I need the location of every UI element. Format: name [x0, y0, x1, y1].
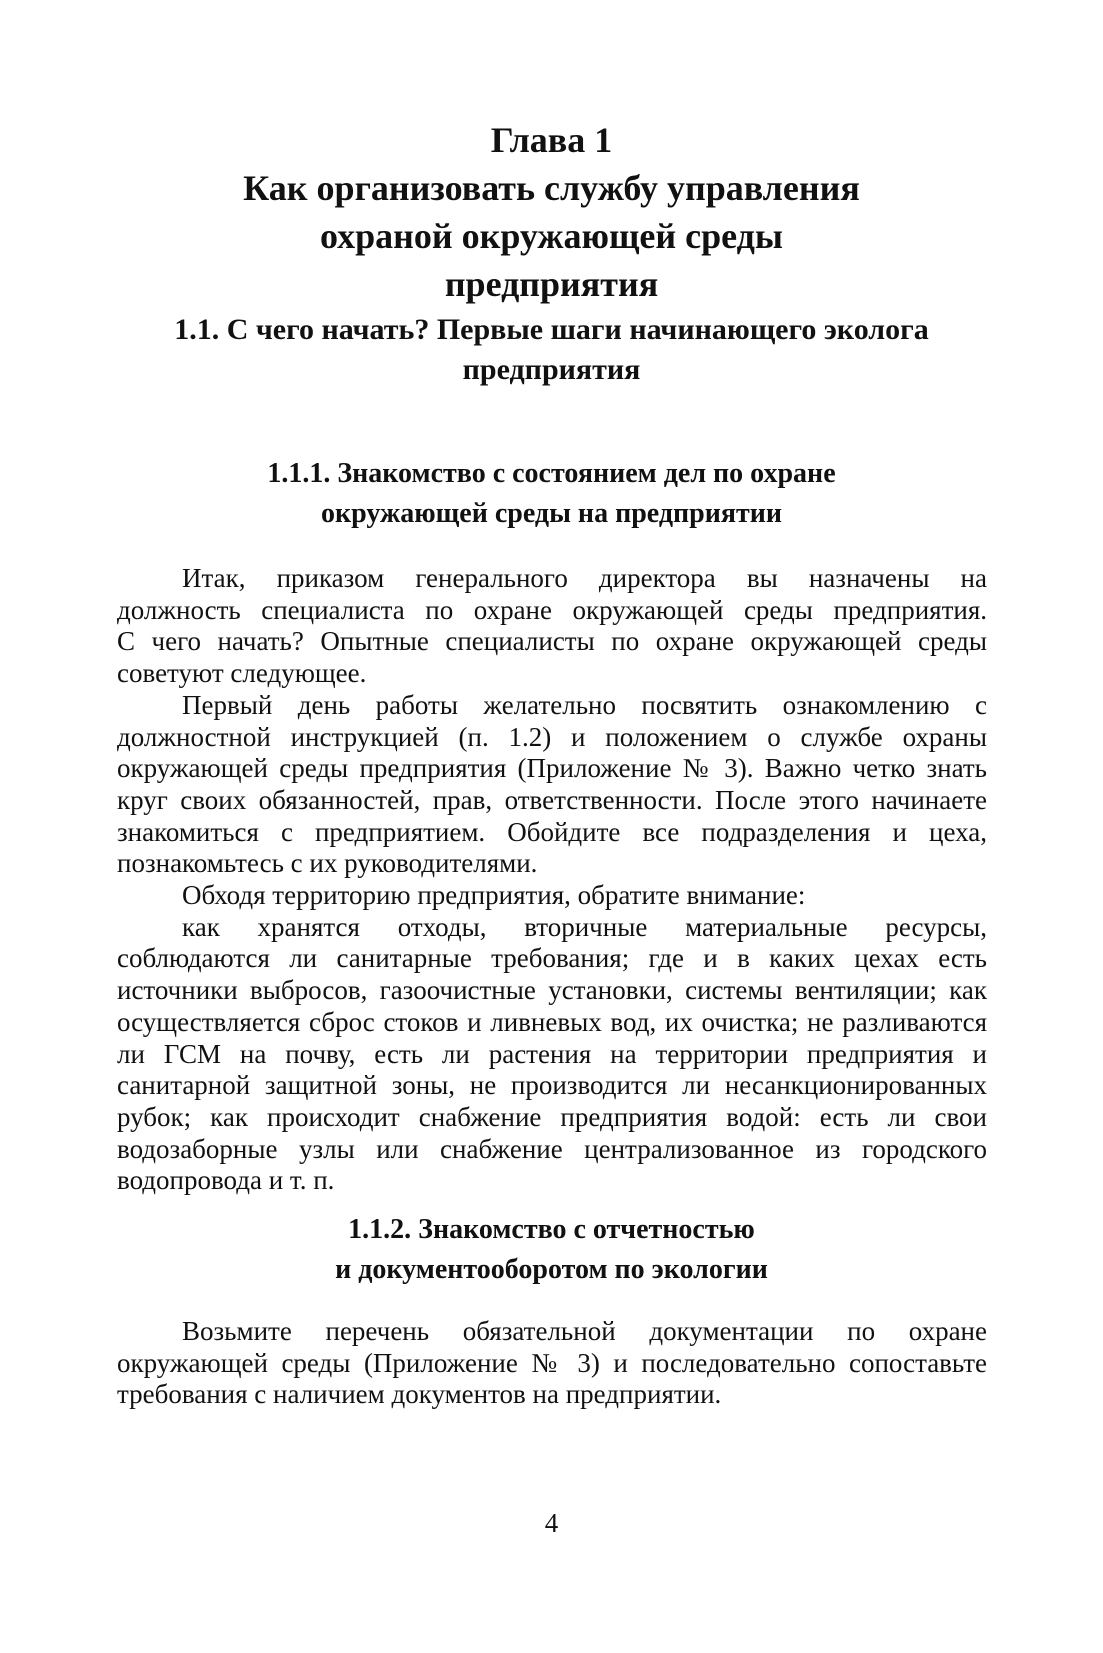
chapter-title-line: охраной окружающей среды	[320, 216, 783, 256]
body-line: советуют следующее.	[117, 658, 367, 689]
body-line: санитарной защитной зоны, не производится ли несанкционированных	[117, 1070, 987, 1101]
section-title-line: 1.1. С чего начать? Первые шаги начинающего эколога	[174, 313, 929, 346]
body-line: С чего начать? Опытные специалисты по охране окружающей среды	[117, 626, 987, 657]
body-line: Обходя территорию предприятия, обратите внимание:	[182, 880, 806, 911]
body-line: окружающей среды предприятия (Приложение № 3). Важно четко знать	[117, 753, 987, 784]
body-line: рубок; как происходит снабжение предприятия водой: есть ли свои	[117, 1101, 987, 1132]
body-line: знакомиться с предприятием. Обойдите все подразделения и цеха,	[117, 816, 987, 847]
chapter-title-line: Глава 1	[490, 120, 613, 160]
body-line: осуществляется сброс стоков и ливневых вод, их очистка; не разливаются	[117, 1006, 987, 1037]
subsection-2-body	[117, 1316, 987, 1411]
subsection-title-line: окружающей среды на предприятии	[320, 498, 782, 529]
body-line: должность специалиста по охране окружающей среды предприятия.	[117, 594, 987, 625]
body-line: ли ГСМ на почву, есть ли растения на территории предприятия и	[117, 1038, 987, 1069]
body-line: круг своих обязанностей, прав, ответственности. После этого начинаете	[117, 784, 987, 815]
body-line: водопровода и т. п.	[117, 1165, 335, 1196]
body-line: Первый день работы желательно посвятить ознакомлению с	[182, 689, 987, 720]
body-line: окружающей среды (Приложение № 3) и последовательно сопоставьте	[117, 1347, 987, 1378]
chapter-title	[150, 116, 953, 308]
page-number: 4	[544, 1508, 559, 1538]
body-line: должностной инструкцией (п. 1.2) и положением о службе охраны	[117, 721, 987, 752]
body-line: Итак, приказом генерального директора вы назначены на	[182, 563, 987, 593]
subsection-title-line: 1.1.1. Знакомство с состоянием дел по охране	[267, 458, 836, 489]
body-line: источники выбросов, газоочистные установки, системы вентиляции; как	[117, 975, 987, 1006]
body-line: требования с наличием документов на предприятии.	[117, 1379, 722, 1410]
body-line: соблюдаются ли санитарные требования; где и в каких цехах есть	[117, 943, 987, 974]
body-line: познакомьтесь с их руководителями.	[117, 848, 538, 879]
chapter-title-line: Как организовать службу управления	[243, 168, 860, 208]
body-line: Возьмите перечень обязательной документации по охране	[182, 1316, 987, 1346]
section-title-line: предприятия	[462, 353, 641, 386]
subsection-title-line: 1.1.2. Знакомство с отчетностью	[348, 1214, 755, 1245]
body-line: как хранятся отходы, вторичные материальные ресурсы,	[182, 911, 987, 942]
subsection-2-title	[110, 1210, 993, 1290]
body-line: водозаборные узлы или снабжение централизованное из городского	[117, 1133, 987, 1164]
subsection-1-body	[117, 563, 987, 1197]
subsection-1-title	[110, 454, 993, 534]
section-title	[110, 310, 993, 390]
subsection-title-line: и документооборотом по экологии	[335, 1254, 768, 1285]
chapter-title-line: предприятия	[444, 264, 659, 304]
